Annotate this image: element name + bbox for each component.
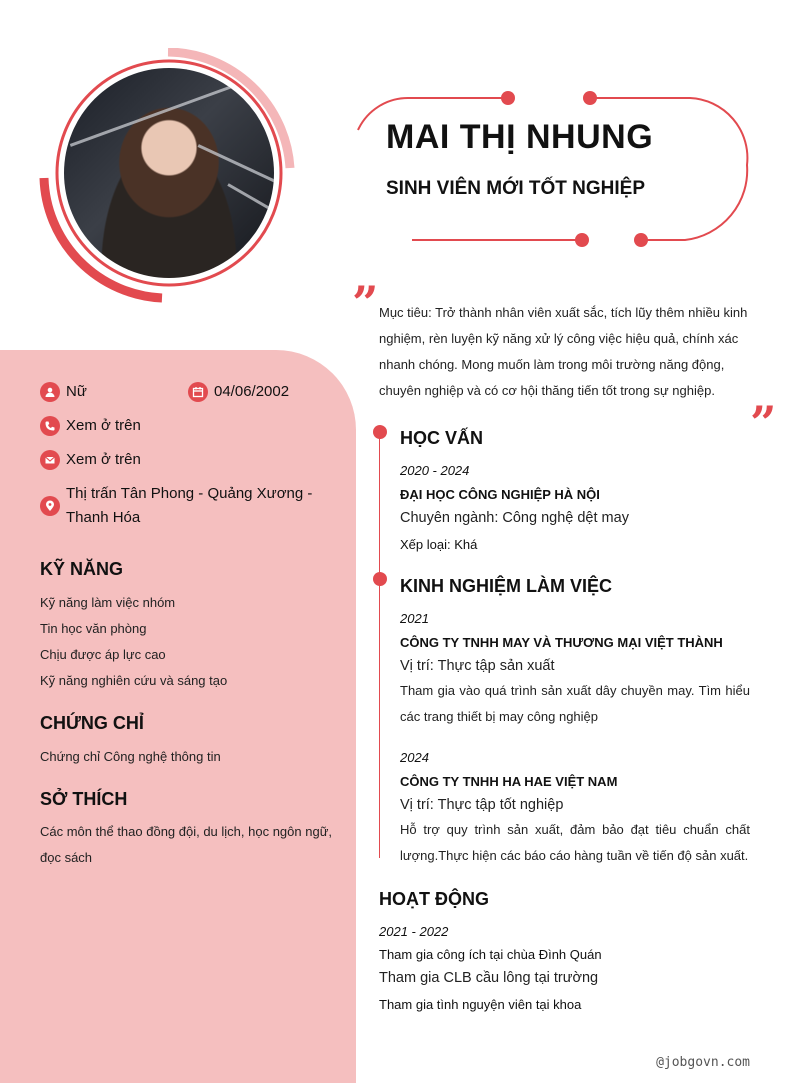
- activity-item: Tham gia tình nguyện viên tại khoa: [379, 997, 582, 1012]
- activities-heading: HOẠT ĐỘNG: [379, 889, 489, 909]
- job-company: CÔNG TY TNHH MAY VÀ THƯƠNG MẠI VIỆT THÀNH: [400, 635, 723, 650]
- job-position: Vị trí: Thực tập tốt nghiệp: [400, 797, 564, 813]
- education-school: ĐẠI HỌC CÔNG NGHIỆP HÀ NỘI: [400, 487, 600, 502]
- activity-item: Tham gia CLB cầu lông tại trường: [379, 970, 599, 986]
- watermark: @jobgovn.com: [656, 1055, 750, 1070]
- address-value: Thị trấn Tân Phong - Quảng Xương - Thanh Hóa: [66, 485, 313, 526]
- hobbies-heading: SỞ THÍCH: [40, 789, 128, 809]
- education-heading: HỌC VẤN: [400, 428, 484, 448]
- job-year: 2021: [400, 611, 429, 626]
- candidate-title: SINH VIÊN MỚI TỐT NGHIỆP: [386, 178, 646, 199]
- birthday-row: [188, 380, 289, 404]
- experience-heading: KINH NGHIỆM LÀM VIỆC: [400, 576, 613, 596]
- activities-period: 2021 - 2022: [379, 924, 449, 939]
- education-major: Chuyên ngành: Công nghệ dệt may: [400, 510, 629, 526]
- phone-row: [40, 414, 141, 438]
- timeline-dot: [373, 572, 387, 586]
- job-year: 2024: [400, 750, 429, 765]
- certificate-item: Chứng chỉ Công nghệ thông tin: [40, 749, 221, 764]
- hobbies-text: Các môn thể thao đồng đội, du lịch, học ngôn ngữ, đọc sách: [40, 824, 333, 865]
- education-period: 2020 - 2024: [400, 463, 470, 478]
- calendar-icon: [188, 382, 208, 402]
- email-row: [40, 448, 141, 472]
- profile-photo-frame: [38, 48, 296, 306]
- quote-close-icon: ”: [750, 396, 777, 450]
- education-grade: Xếp loại: Khá: [400, 537, 478, 552]
- timeline-dot: [373, 425, 387, 439]
- user-icon: [40, 382, 60, 402]
- certificates-heading: CHỨNG CHỈ: [40, 713, 144, 733]
- gender-row: [40, 380, 87, 404]
- email-value[interactable]: Xem ở trên: [66, 451, 141, 468]
- avatar: [64, 68, 274, 278]
- job-description: Tham gia vào quá trình sản xuất dây chuyền may. Tìm hiểu các trang thiết bị may công nghiệp: [400, 683, 750, 724]
- name-frame-decoration: [350, 90, 760, 255]
- skill-item: Kỹ năng nghiên cứu và sáng tạo: [40, 673, 228, 688]
- phone-value[interactable]: Xem ở trên: [66, 417, 141, 434]
- timeline-line: [379, 432, 380, 858]
- job-position: Vị trí: Thực tập sản xuất: [400, 658, 555, 674]
- activity-item: Tham gia công ích tại chùa Đình Quán: [379, 947, 602, 962]
- birthday-value: 04/06/2002: [214, 383, 290, 400]
- location-icon: [40, 496, 60, 516]
- phone-icon: [40, 416, 60, 436]
- skills-heading: KỸ NĂNG: [40, 559, 124, 579]
- job-description: Hỗ trợ quy trình sản xuất, đảm bảo đạt tiêu chuẩn chất lượng.Thực hiện các báo cáo hàng tuần về tiến độ sản xuất.: [400, 822, 750, 863]
- candidate-name: MAI THỊ NHUNG: [386, 118, 654, 156]
- address-row: [40, 482, 320, 530]
- skill-item: Kỹ năng làm việc nhóm: [40, 595, 176, 610]
- quote-open-icon: ”: [352, 276, 379, 330]
- job-company: CÔNG TY TNHH HA HAE VIỆT NAM: [400, 774, 618, 789]
- gender-value: Nữ: [66, 383, 87, 400]
- mail-icon: [40, 450, 60, 470]
- skill-item: Tin học văn phòng: [40, 621, 147, 636]
- objective-text: Mục tiêu: Trở thành nhân viên xuất sắc, tích lũy thêm nhiều kinh nghiệm, rèn luyện kỹ năng xử lý công việc hiệu quả, chính xác nhanh chóng. Mong muốn làm trong môi trường năng động, chuyên nghiệp và có cơ hội thăng tiến tốt trong sự nghiệp.: [379, 305, 748, 398]
- skill-item: Chịu được áp lực cao: [40, 647, 166, 662]
